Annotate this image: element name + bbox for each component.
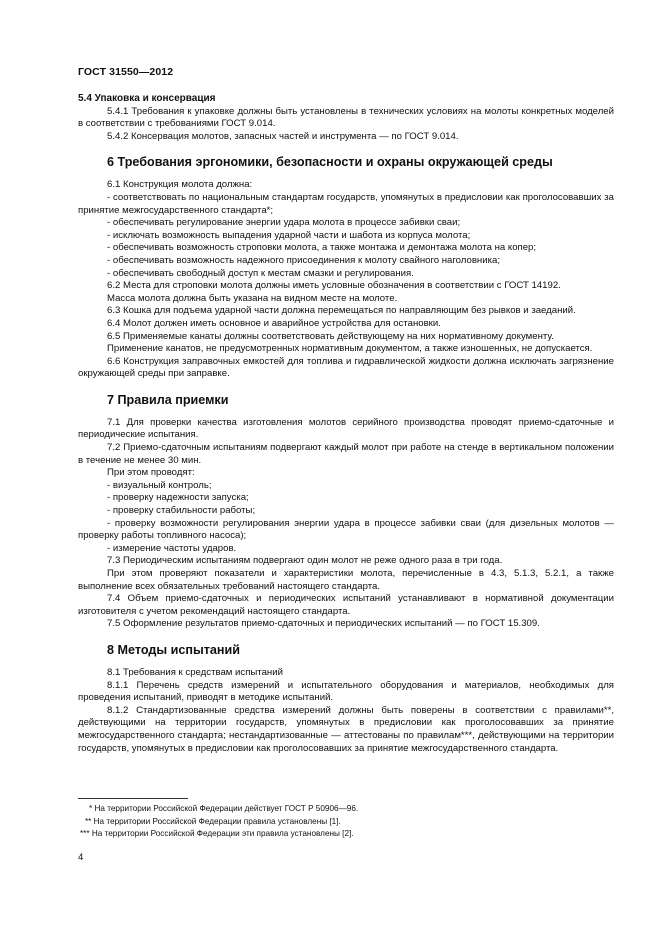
footnote-2: ** На территории Российской Федерации правила установлены [1]. — [85, 816, 341, 826]
paragraph: 7.4 Объем приемо-сдаточных и периодических испытаний устанавливают в нормативной документации изготовителя с учетом рекомендаций настоящего стандарта. — [78, 593, 614, 617]
footnotes — [78, 803, 614, 841]
document-header: ГОСТ 31550—2012 — [78, 66, 174, 78]
list-item: - измерение частоты ударов. — [107, 542, 237, 554]
list-item: - визуальный контроль; — [107, 479, 212, 491]
list-item: - проверку возможности регулирования энергии удара в процессе забивки сваи (для дизельных молотов — проверку работы топливного насоса); — [78, 517, 614, 542]
list-item: - обеспечивать возможность надежного присоединения к молоту свайного наголовника; — [107, 254, 500, 266]
document-body — [78, 93, 614, 755]
paragraph: 6.2 Места для строповки молота должны иметь условные обозначения в соответствии с ГОСТ 14192. — [107, 280, 561, 292]
section-heading: 7 Правила приемки — [107, 392, 229, 407]
paragraph: 6.1 Конструкция молота должна: — [107, 179, 253, 191]
paragraph: Масса молота должна быть указана на видном месте на молоте. — [107, 292, 398, 304]
paragraph: 5.4.1 Требования к упаковке должны быть установлены в технических условиях на молоты конкретных моделей в соответствии с требованиями ГОСТ 9.014. — [78, 105, 614, 130]
paragraph: 7.1 Для проверки качества изготовления молотов серийного производства проводят приемо-сдаточные и периодические испытания. — [78, 416, 614, 441]
list-item: - соответствовать по национальным стандартам государств, упомянутых в предисловии как проголосовавших за принятие межгосударственного стандарта*; — [78, 191, 614, 216]
list-item: - проверку стабильности работы; — [107, 505, 256, 517]
paragraph: Применение канатов, не предусмотренных нормативным документом, а также изношенных, не допускается. — [107, 343, 593, 355]
paragraph: 8.1.1 Перечень средств измерений и испытательного оборудования и материалов, необходимых для проведения испытаний, приводят в методике испытаний. — [78, 679, 614, 704]
page-number: 4 — [78, 852, 84, 863]
paragraph: 6.4 Молот должен иметь основное и аварийное устройства для остановки. — [107, 317, 441, 329]
paragraph: При этом проверяют показатели и характеристики молота, перечисленные в 4.3, 5.1.3, 5.2.1, а также выполнение всех обязательных требований настоящего стандарта. — [78, 568, 614, 592]
paragraph: 6.5 Применяемые канаты должны соответствовать действующему на них нормативному документу. — [107, 330, 554, 342]
list-item: - проверку надежности запуска; — [107, 492, 249, 504]
paragraph: 6.3 Кошка для подъема ударной части должна перемещаться по направляющим без рывков и заеданий. — [107, 305, 576, 317]
paragraph: 7.2 Приемо-сдаточным испытаниям подвергают каждый молот при работе на стенде в вертикальном положении в течение не менее 30 мин. — [78, 442, 614, 466]
footnote-1: * На территории Российской Федерации действует ГОСТ Р 50906—96. — [89, 804, 359, 813]
footnote-separator — [78, 798, 188, 799]
list-item: - исключать возможность выпадения ударной части и шабота из корпуса молота; — [107, 229, 471, 241]
section-heading: 6 Требования эргономики, безопасности и охраны окружающей среды — [107, 155, 553, 170]
paragraph: 5.4.2 Консервация молотов, запасных частей и инструмента — по ГОСТ 9.014. — [107, 130, 459, 142]
paragraph: 7.5 Оформление результатов приемо-сдаточных и периодических испытаний — по ГОСТ 15.309. — [107, 618, 540, 630]
footnote-3: *** На территории Российской Федерации эти правила установлены [2]. — [80, 829, 354, 838]
subsection-heading: 5.4 Упаковка и консервация — [78, 93, 216, 104]
paragraph: 8.1.2 Стандартизованные средства измерений должны быть поверены в соответствии с правилами**, действующими на территории государств, упомянутых в предисловии как проголосовавших за принятие межгосударственного стандарта; нестандартизованные — аттестованы по правилам***, действующими на территории государств, упомянутых в предисловии как проголосовавших за принятие межгосударственного стандарта. — [78, 704, 614, 754]
list-item: - обеспечивать возможность строповки молота, а также монтажа и демонтажа молота на копер; — [107, 242, 537, 254]
paragraph: 7.3 Периодическим испытаниям подвергают один молот не реже одного раза в три года. — [107, 555, 503, 567]
list-item: - обеспечивать свободный доступ к местам смазки и регулирования. — [107, 267, 414, 279]
paragraph: При этом проводят: — [107, 467, 195, 479]
paragraph: 6.6 Конструкция заправочных емкостей для топлива и гидравлической жидкости должна исключать загрязнение окружающей среды при заправке. — [78, 355, 614, 380]
section-heading: 8 Методы испытаний — [107, 642, 240, 657]
paragraph: 8.1 Требования к средствам испытаний — [107, 666, 283, 678]
list-item: - обеспечивать регулирование энергии удара молота в процессе забивки сваи; — [107, 217, 461, 229]
